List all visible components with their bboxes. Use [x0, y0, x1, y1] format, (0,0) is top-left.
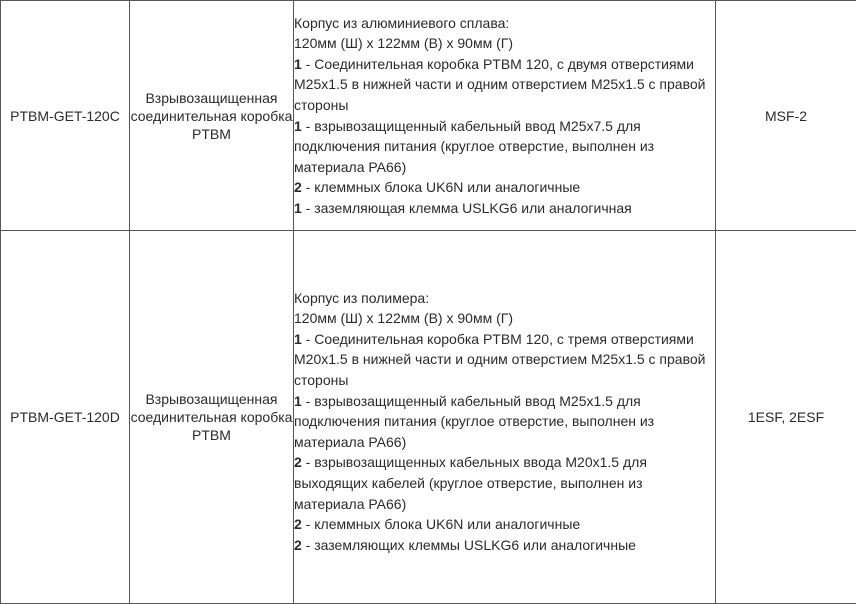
component-item — [294, 452, 715, 514]
component-text: - заземляющая клемма USLKG6 или аналогичная — [302, 200, 632, 216]
product-code-cell — [1, 1, 130, 231]
table-row — [1, 1, 856, 231]
table-row — [1, 231, 856, 604]
component-text: - Соединительная коробка PTBM 120, с двумя отверстиями M25x1.5 в нижней части и одним отверстием M25x1.5 с правой стороны — [294, 56, 705, 113]
component-item — [294, 198, 715, 219]
product-code: PTBM-GET-120C — [10, 108, 120, 124]
product-description-cell — [294, 1, 716, 231]
component-item — [294, 535, 715, 556]
component-text: - клеммных блока UK6N или аналогичные — [302, 179, 580, 195]
product-description-cell — [294, 231, 716, 604]
component-qty: 1 — [294, 56, 302, 72]
product-name-cell — [130, 1, 294, 231]
component-qty: 2 — [294, 179, 302, 195]
component-qty: 1 — [294, 331, 302, 347]
component-item — [294, 391, 715, 453]
component-item — [294, 54, 715, 116]
product-code: PTBM-GET-120D — [10, 409, 120, 425]
product-code-cell — [1, 231, 130, 604]
accessory-code: MSF-2 — [765, 108, 807, 124]
accessory-code: 1ESF, 2ESF — [748, 409, 824, 425]
housing-material: Корпус из полимера: — [294, 288, 715, 309]
component-item — [294, 329, 715, 391]
component-text: - взрывозащищенных кабельных ввода M20x1.5 для выходящих кабелей (круглое отверстие, выполнен из материала PA66) — [294, 454, 647, 511]
component-text: - заземляющих клеммы USLKG6 или аналогичные — [302, 537, 636, 553]
component-item — [294, 514, 715, 535]
dimensions: 120мм (Ш) x 122мм (В) x 90мм (Г) — [294, 33, 715, 54]
component-qty: 1 — [294, 200, 302, 216]
accessory-cell — [716, 231, 856, 604]
component-text: - клеммных блока UK6N или аналогичные — [302, 516, 580, 532]
component-text: - Соединительная коробка PTBM 120, с тремя отверстиями M20x1.5 в нижней части и одним отверстием M25x1.5 с правой стороны — [294, 331, 705, 388]
housing-material: Корпус из алюминиевого сплава: — [294, 13, 715, 34]
dimensions: 120мм (Ш) x 122мм (В) x 90мм (Г) — [294, 308, 715, 329]
component-item — [294, 177, 715, 198]
accessory-cell — [716, 1, 856, 231]
component-qty: 1 — [294, 118, 302, 134]
component-qty: 2 — [294, 516, 302, 532]
component-text: - взрывозащищенный кабельный ввод M25x1.5 для подключения питания (круглое отверстие, выполнен из материала PA66) — [294, 393, 654, 450]
component-text: - взрывозащищенный кабельный ввод M25x7.5 для подключения питания (круглое отверстие, выполнен из материала PA66) — [294, 118, 654, 175]
component-qty: 2 — [294, 537, 302, 553]
product-name: Взрывозащищенная соединительная коробка PTBM — [131, 391, 293, 443]
component-item — [294, 116, 715, 178]
product-name: Взрывозащищенная соединительная коробка PTBM — [131, 90, 293, 142]
component-qty: 1 — [294, 393, 302, 409]
product-name-cell — [130, 231, 294, 604]
component-qty: 2 — [294, 454, 302, 470]
